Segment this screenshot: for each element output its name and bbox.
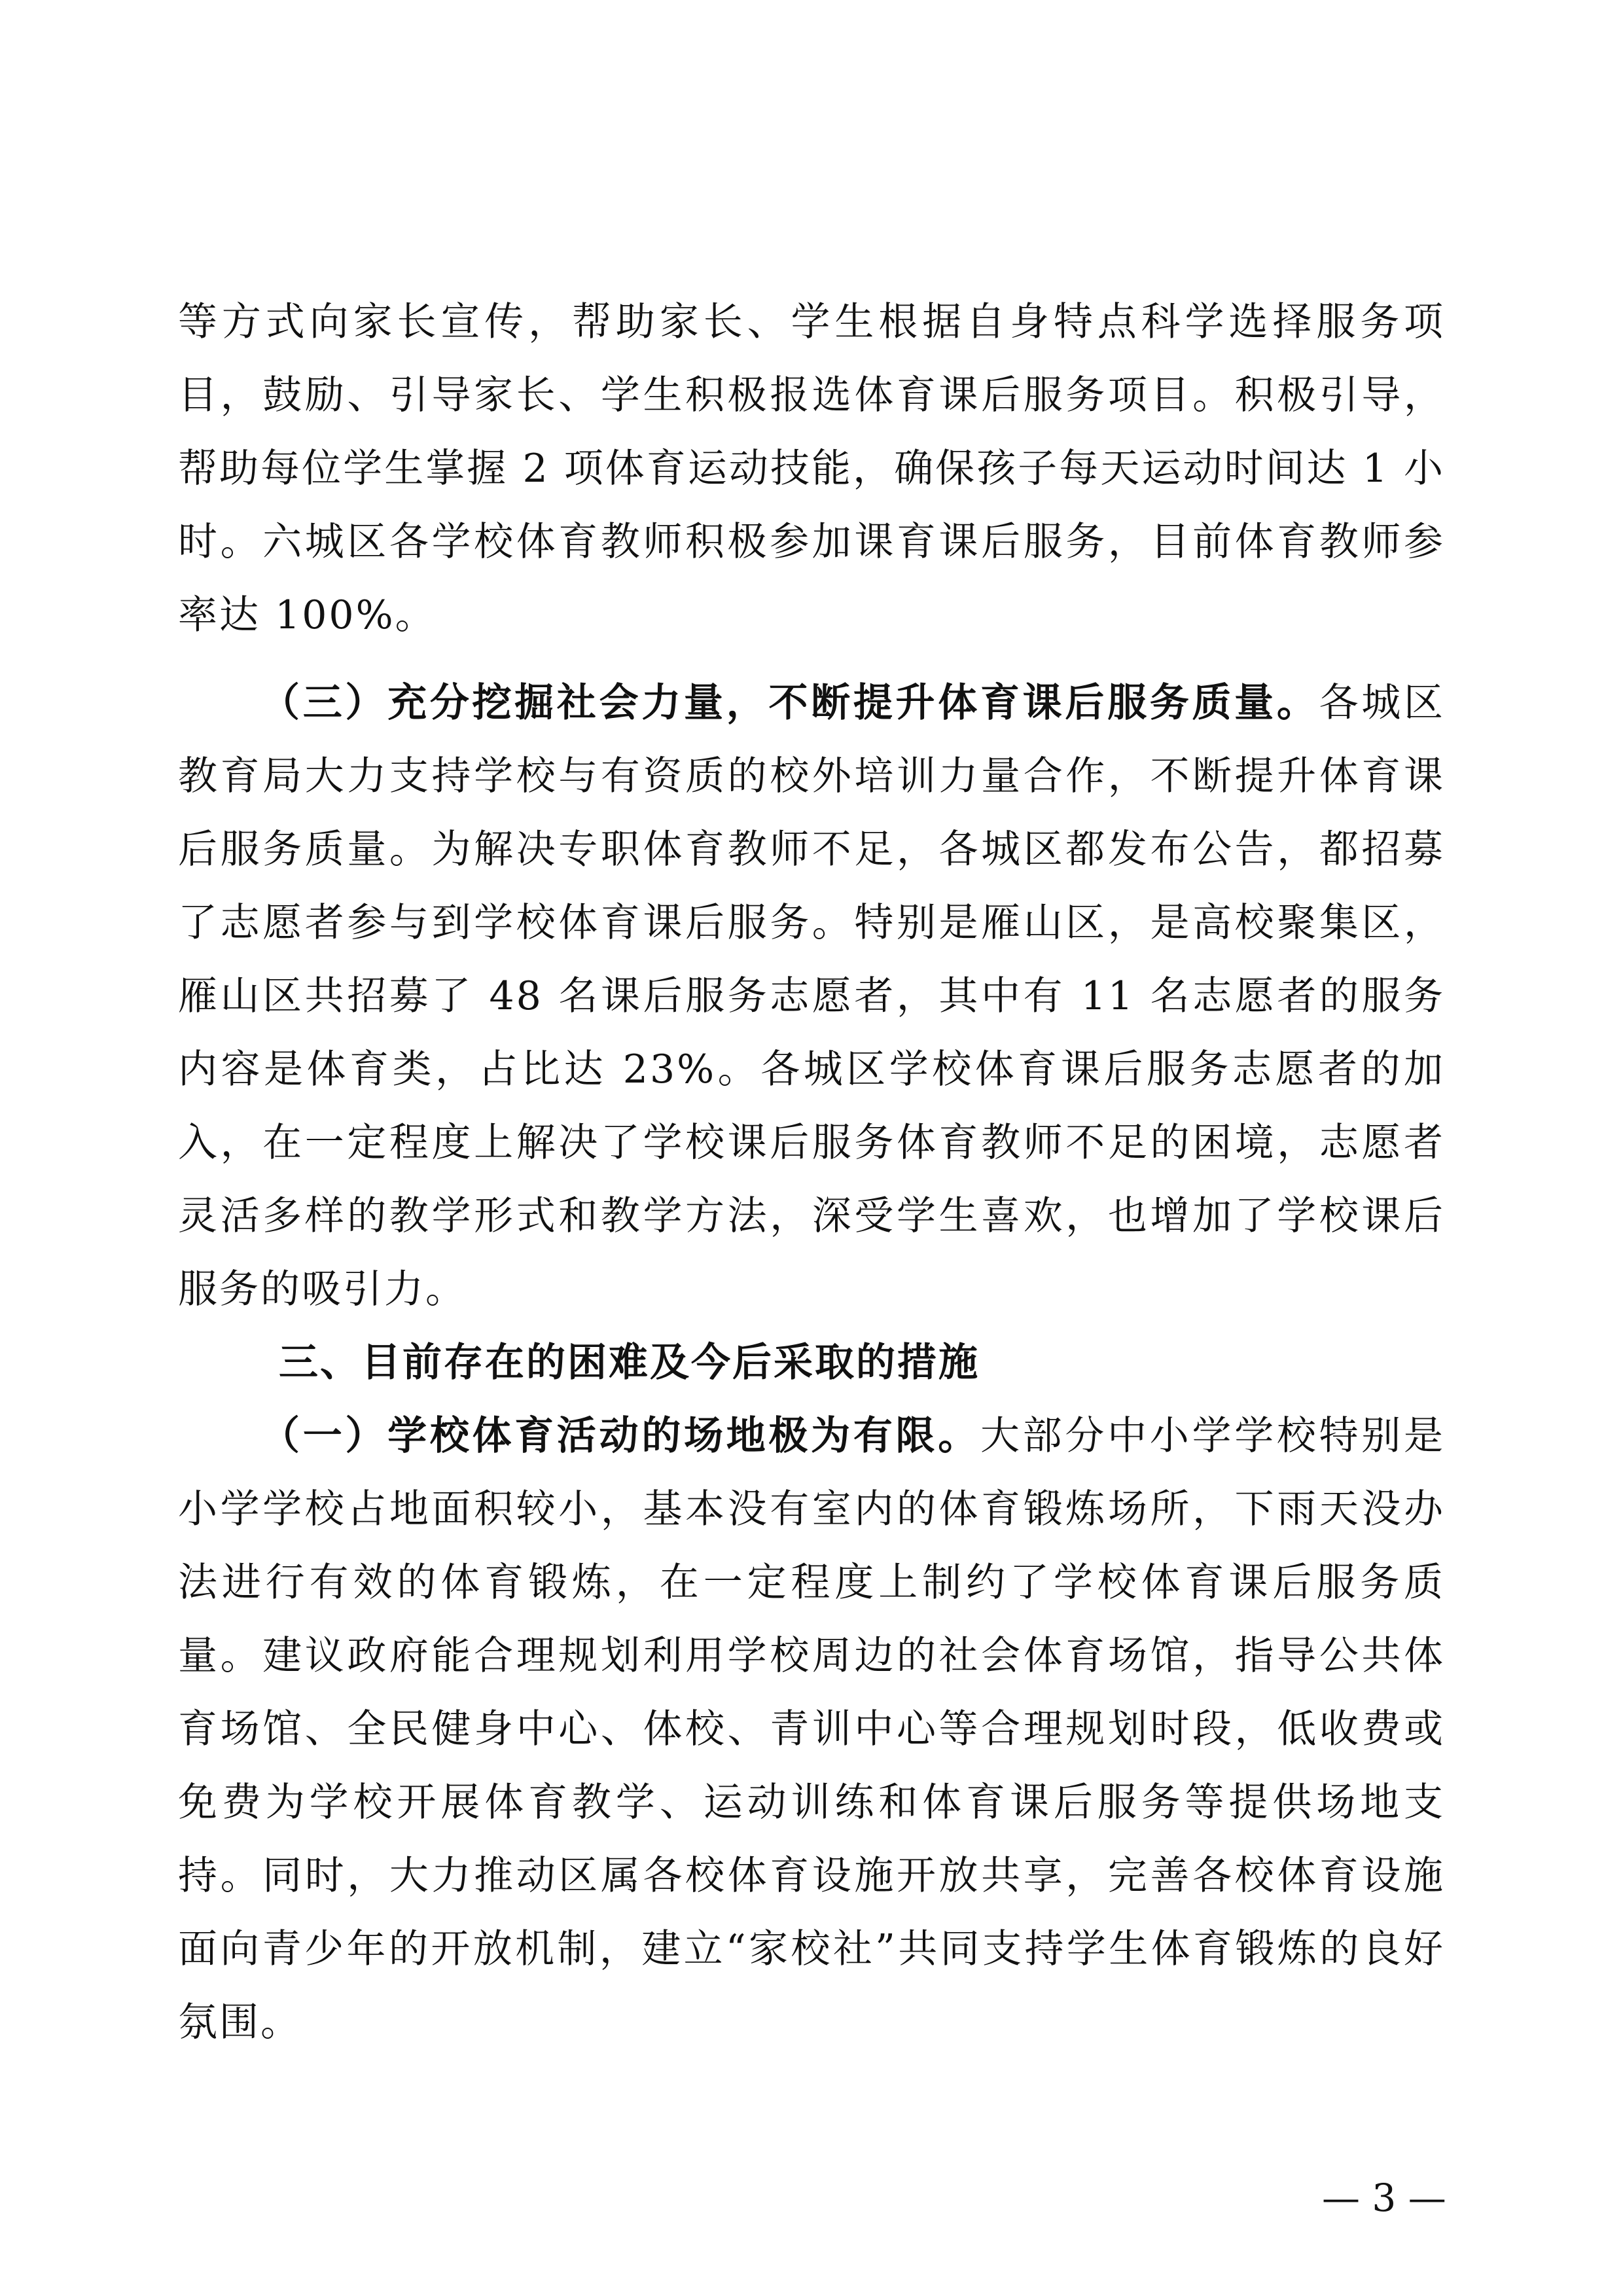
- section-heading: 三、目前存在的困难及今后采取的措施: [279, 1340, 980, 1386]
- body-text: [178, 285, 1445, 2059]
- paragraph-3-lead: （一）学校体育活动的场地极为有限。: [260, 1413, 980, 1459]
- paragraph-3: [178, 1399, 1445, 2059]
- paragraph-2: [178, 666, 1445, 1326]
- page-number: — 3 —: [1322, 2176, 1446, 2220]
- paragraph-2-body: 各城区教育局大力支持学校与有资质的校外培训力量合作，不断提升体育课后服务质量。为解决专职体育教师不足，各城区都发布公告，都招募了志愿者参与到学校体育课后服务。特别是雁山区，是高校聚集区，雁山区共招募了 48 名课后服务志愿者，其中有 11 名志愿者的服务内容是体育类，占比达 23%。各城区学校体育课后服务志愿者的加入，在一定程度上解决了学校课后服务体育教师不足的困境，志愿者灵活多样的教学形式和教学方法，深受学生喜欢，也增加了学校课后服务的吸引力。: [178, 680, 1446, 1312]
- paragraph-3-body: 大部分中小学学校特别是小学学校占地面积较小，基本没有室内的体育锻炼场所，下雨天没办法进行有效的体育锻炼，在一定程度上制约了学校体育课后服务质量。建议政府能合理规划利用学校周边的社会体育场馆，指导公共体育场馆、全民健身中心、体校、青训中心等合理规划时段，低收费或免费为学校开展体育教学、运动训练和体育课后服务等提供场地支持。同时，大力推动区属各校体育设施开放共享，完善各校体育设施面向青少年的开放机制，建立“家校社”共同支持学生体育锻炼的良好氛围。: [178, 1413, 1446, 2045]
- paragraph-2-lead: （三）充分挖掘社会力量，不断提升体育课后服务质量。: [260, 680, 1319, 726]
- paragraph-1: 等方式向家长宣传，帮助家长、学生根据自身特点科学选择服务项目，鼓励、引导家长、学生积极报选体育课后服务项目。积极引导，帮助每位学生掌握 2 项体育运动技能，确保孩子每天运动时间达 1 小时。六城区各学校体育教师积极参加课育课后服务，目前体育教师参率达 100%。: [178, 299, 1445, 638]
